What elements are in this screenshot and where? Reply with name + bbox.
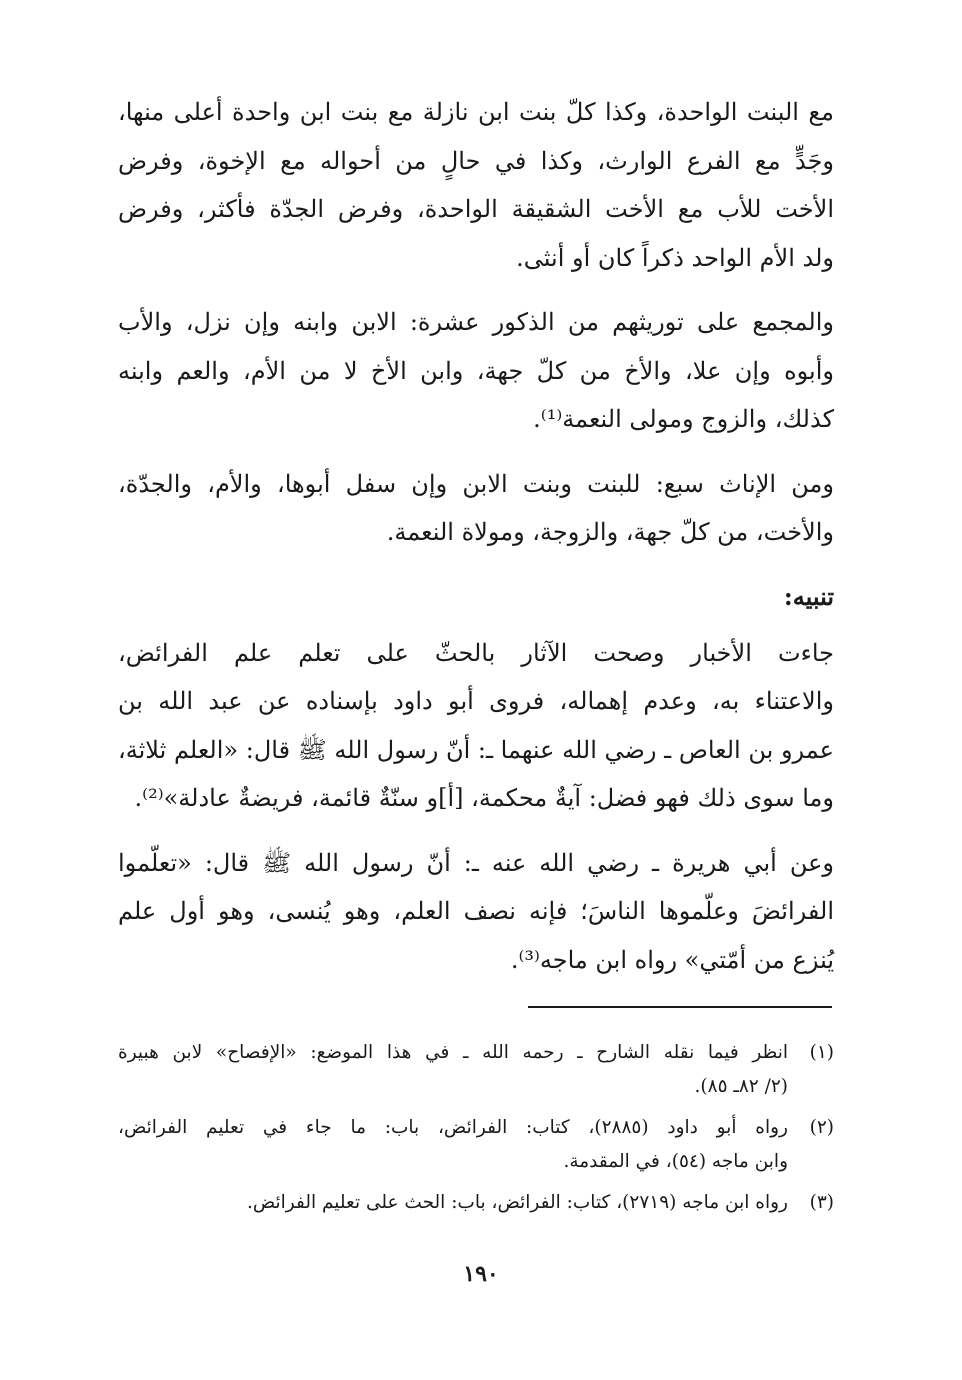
section-heading: تنبيه: bbox=[783, 581, 834, 611]
footnotes bbox=[118, 1036, 834, 1227]
paragraph-5 bbox=[118, 839, 834, 985]
text-line: ولد الأم الواحد ذكراً كان أو أنثى. bbox=[516, 243, 834, 272]
text-line: وعن أبي هريرة ـ رضي الله عنه ـ: أنّ رسول الله ﷺ قال: «تعلّموا bbox=[118, 848, 834, 877]
paragraph-1 bbox=[118, 88, 834, 282]
footnote-text bbox=[118, 1111, 788, 1179]
footnote-number: (٢) bbox=[809, 1117, 834, 1138]
text-line: يُنزع من أمّتي» رواه ابن ماجه⁽³⁾. bbox=[510, 945, 834, 974]
text-line: وما سوى ذلك فهو فضل: آيةٌ محكمة، [أ]و سنّةٌ قائمة، فريضةٌ عادلة»⁽²⁾. bbox=[134, 784, 834, 812]
paragraph-2 bbox=[118, 298, 834, 444]
text-line: انظر فيما نقله الشارح ـ رحمه الله ـ في هذا الموضع: «الإفصاح» لابن هبيرة bbox=[118, 1042, 788, 1063]
text-line: وابن ماجه (٥٤)، في المقدمة. bbox=[563, 1151, 788, 1172]
text-line: عمرو بن العاص ـ رضي الله عنهما ـ: أنّ رسول الله ﷺ قال: «العلم ثلاثة، bbox=[118, 735, 834, 764]
text-line: الفرائضَ وعلّموها الناسَ؛ فإنه نصف العلم، وهو يُنسى، وهو أول علم bbox=[118, 897, 834, 925]
footnote-text bbox=[118, 1036, 788, 1104]
footnote-text bbox=[118, 1186, 788, 1220]
text-line: والاعتناء به، وعدم إهماله، فروى أبو داود بإسناده عن عبد الله بن bbox=[118, 687, 834, 715]
text-line: وأبوه وإن علا، والأخ من كلّ جهة، وابن الأخ لا من الأم، والعم وابنه bbox=[118, 356, 834, 385]
text-line: والأخت، من كلّ جهة، والزوجة، ومولاة النعمة. bbox=[386, 518, 834, 546]
text-line: وجَدٍّ مع الفرع الوارث، وكذا في حالٍ من أحواله مع الإخوة، وفرض bbox=[118, 146, 834, 175]
footnote-1 bbox=[118, 1036, 834, 1104]
text-line: كذلك، والزوج ومولى النعمة⁽¹⁾. bbox=[533, 405, 834, 433]
text-line: والمجمع على توريثهم من الذكور عشرة: الابن وابنه وإن نزل، والأب bbox=[118, 308, 834, 336]
paragraph-4 bbox=[118, 629, 834, 823]
page-number: ١٩٠ bbox=[463, 1261, 499, 1287]
main-text bbox=[118, 88, 834, 1000]
footnote-2 bbox=[118, 1111, 834, 1179]
text-line: الأخت للأب مع الأخت الشقيقة الواحدة، وفرض الجدّة فأكثر، وفرض bbox=[118, 195, 834, 223]
text-line: جاءت الأخبار وصحت الآثار بالحثّ على تعلم علم الفرائض، bbox=[118, 638, 834, 667]
footnote-3 bbox=[118, 1186, 834, 1220]
footnote-number: (٣) bbox=[809, 1192, 834, 1213]
text-line: (٢/ ٨٢ـ ٨٥). bbox=[694, 1076, 788, 1097]
text-line: ومن الإناث سبع: للبنت وبنت الابن وإن سفل أبوها، والأم، والجدّة، bbox=[118, 469, 834, 498]
paragraph-3 bbox=[118, 460, 834, 557]
text-line: مع البنت الواحدة، وكذا كلّ بنت ابن نازلة مع بنت ابن واحدة أعلى منها، bbox=[118, 98, 834, 126]
footnote-separator bbox=[528, 1006, 832, 1008]
text-line: رواه ابن ماجه (٢٧١٩)، كتاب: الفرائض، باب: الحث على تعليم الفرائض. bbox=[246, 1192, 788, 1213]
text-line: رواه أبو داود (٢٨٨٥)، كتاب: الفرائض، باب: ما جاء في تعليم الفرائض، bbox=[118, 1117, 788, 1138]
footnote-number: (١) bbox=[809, 1042, 834, 1063]
